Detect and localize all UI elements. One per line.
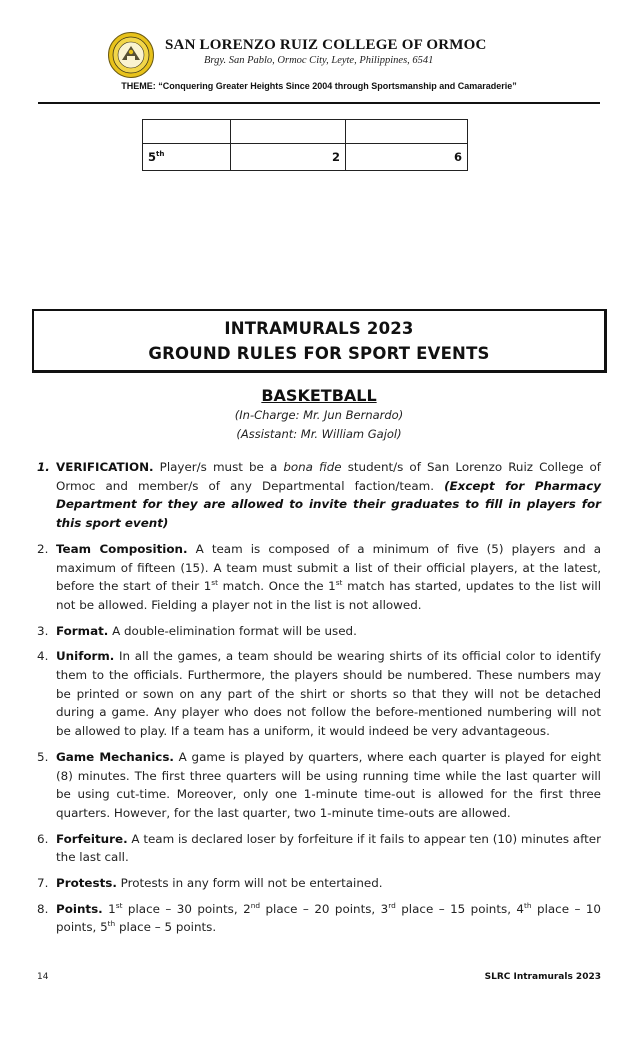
rule-item: 2. Team Composition. A team is composed of a minimum of five (5) players and a maximum of fifteen (15). A team must submit a list of their official players, at the latest, before the start of their 1st match. Once the 1st match has started, updates to the list will not be allowed. Fielding a player not in the list is not allowed. xyxy=(37,541,601,612)
rule-number: 8. xyxy=(37,901,49,916)
rule-number: 3. xyxy=(37,623,49,638)
table-cell xyxy=(231,120,346,144)
rule-item: 7. Protests. Protests in any form will not be entertained. xyxy=(37,874,601,893)
rule-title: Uniform. xyxy=(56,649,115,664)
table-row xyxy=(143,144,468,171)
footer-label: SLRC Intramurals 2023 xyxy=(484,972,601,982)
rule-number: 1. xyxy=(37,460,50,474)
rule-title: Game Mechanics. xyxy=(56,749,174,764)
rule-title: Team Composition. xyxy=(56,541,188,556)
rule-number: 5. xyxy=(37,749,49,764)
rule-number: 2. xyxy=(37,541,49,556)
college-seal-icon xyxy=(108,32,154,78)
rule-title: Protests. xyxy=(56,876,117,891)
table-row xyxy=(143,120,468,144)
table-cell: 2 xyxy=(231,144,346,171)
assistant-line: (Assistant: Mr. William Gajol) xyxy=(236,427,402,441)
rule-item: 3. Format. A double-elimination format will be used. xyxy=(37,622,601,641)
title-line-2: GROUND RULES FOR SPORT EVENTS xyxy=(148,344,490,363)
theme-line: THEME: “Conquering Greater Heights Since 2004 through Sportsmanship and Camaraderie” xyxy=(121,81,517,91)
college-name: SAN LORENZO RUIZ COLLEGE OF ORMOC xyxy=(165,37,487,53)
table-cell xyxy=(143,120,231,144)
rule-title: VERIFICATION. xyxy=(56,460,154,474)
rule-note: (Except for Pharmacy Department for they are allowed to invite their graduates to fill in players for this sport event) xyxy=(56,478,601,531)
rule-number: 4. xyxy=(37,649,49,664)
score-table xyxy=(142,119,468,171)
rule-item: 6. Forfeiture. A team is declared loser by forfeiture if it fails to appear ten (10) minutes after the last call. xyxy=(37,831,601,865)
rule-item: 1. VERIFICATION. Player/s must be a bona fide student/s of San Lorenzo Ruiz College of Ormoc and member/s of any Departmental faction/team. (Except for Pharmacy Department for they are allowed to invite their graduates to fill in players for this sport event) xyxy=(37,460,601,531)
in-charge-line: (In-Charge: Mr. Jun Bernardo) xyxy=(234,408,404,422)
college-address: Brgy. San Pablo, Ormoc City, Leyte, Philippines, 6541 xyxy=(204,55,434,66)
page-header xyxy=(0,0,638,104)
table-cell: 5th xyxy=(143,144,231,171)
table-cell: 6 xyxy=(346,144,468,171)
title-box xyxy=(32,309,607,373)
rule-title: Format. xyxy=(56,623,109,638)
sport-heading: BASKETBALL xyxy=(261,386,377,405)
rule-number: 6. xyxy=(37,831,49,846)
rule-item: 5. Game Mechanics. A game is played by quarters, where each quarter is played for eight (8) minutes. The first three quarters will be using running time while the last quarter will be using cut-time. Moreover, only one 1-minute time-out is allowed for the first three quarters. However, for the last quarter, two 1-minute time-outs are allowed. xyxy=(37,749,602,820)
page-number: 14 xyxy=(37,972,49,982)
header-divider xyxy=(38,102,600,104)
rules-list xyxy=(37,458,601,944)
title-line-1: INTRAMURALS 2023 xyxy=(224,319,414,338)
rule-item: 8. Points. 1st place – 30 points, 2nd place – 20 points, 3rd place – 15 points, 4th place – 10 points, 5th place – 5 points. xyxy=(37,900,601,935)
table-cell xyxy=(346,120,468,144)
rule-item: 4. Uniform. In all the games, a team should be wearing shirts of its official color to identify them to the officials. Furthermore, the players should be numbered. These numbers may be printed or sown on any part of the shirt or shorts so that they will not be detached during a game. Any player who does not follow the before-mentioned numbering will not be allowed to play. If a team has a uniform, it would indeed be very advantageous. xyxy=(37,649,601,739)
rule-title: Points. xyxy=(56,901,103,916)
rule-title: Forfeiture. xyxy=(56,831,128,846)
rule-number: 7. xyxy=(37,876,49,891)
